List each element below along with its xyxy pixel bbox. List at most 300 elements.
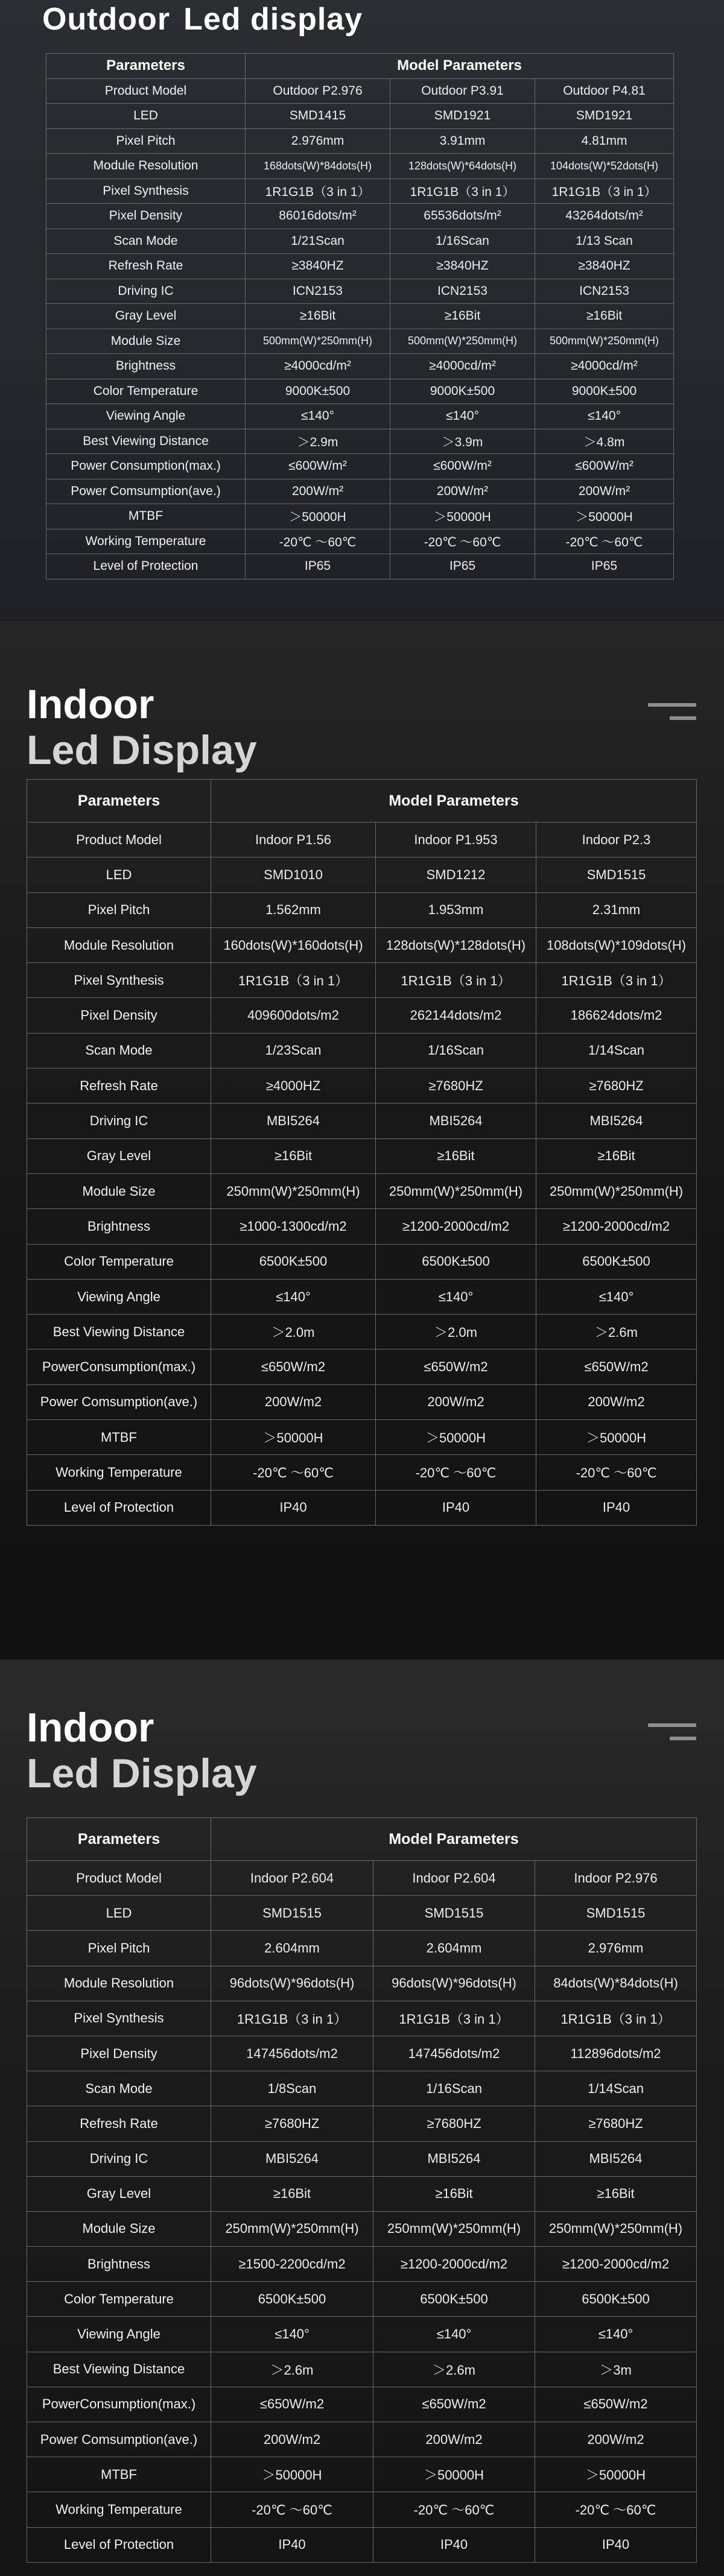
- param-label: Pixel Density: [27, 2036, 211, 2071]
- table-row: [46, 404, 674, 429]
- param-label: MTBF: [27, 2457, 211, 2492]
- table-row: [46, 254, 674, 279]
- param-value: ≤140°: [211, 1279, 376, 1314]
- param-value: ≥7680HZ: [373, 2106, 535, 2141]
- param-value: 200W/m2: [211, 2422, 373, 2457]
- param-label: Color Temperature: [46, 379, 246, 404]
- param-value: Indoor P2.976: [535, 1861, 697, 1896]
- param-value: ≥4000cd/m²: [535, 354, 674, 379]
- param-value: -20℃ ～60℃: [376, 1455, 536, 1490]
- param-label: Brightness: [27, 1209, 211, 1244]
- table-row: [46, 504, 674, 529]
- param-value: ≤140°: [390, 404, 535, 429]
- param-value: 1.953mm: [376, 892, 536, 927]
- param-value: 6500K±500: [373, 2282, 535, 2317]
- param-value: SMD1515: [535, 1896, 697, 1931]
- param-value: 84dots(W)*84dots(H): [535, 1966, 697, 2001]
- param-value: ≥3840HZ: [246, 254, 390, 279]
- param-value: Indoor P2.3: [536, 822, 697, 857]
- param-value: ≥4000cd/m²: [390, 354, 535, 379]
- header-parameters: Parameters: [27, 780, 211, 822]
- table-row: [27, 2141, 697, 2176]
- param-label: Power Comsumption(ave.): [46, 479, 246, 504]
- table-row: [46, 154, 674, 179]
- param-value: 9000K±500: [246, 379, 390, 404]
- param-value: 1/16Scan: [373, 2071, 535, 2106]
- param-value: 9000K±500: [535, 379, 674, 404]
- param-value: ≥7680HZ: [211, 2106, 373, 2141]
- param-label: Best Viewing Distance: [27, 2352, 211, 2387]
- param-value: Indoor P2.604: [373, 1861, 535, 1896]
- param-value: 4.81mm: [535, 128, 674, 154]
- param-label: PowerConsumption(max.): [27, 2387, 211, 2422]
- param-value: 128dots(W)*128dots(H): [376, 927, 536, 962]
- table-row: [27, 2071, 697, 2106]
- title-word-a: Outdoor: [42, 2, 171, 37]
- table-row: [46, 104, 674, 129]
- param-value: 3.91mm: [390, 128, 535, 154]
- param-value: ≥7680HZ: [536, 1069, 697, 1103]
- param-value: 1R1G1B（3 in 1）: [246, 178, 390, 204]
- param-value: ≥16Bit: [373, 2176, 535, 2211]
- param-value: 2.976mm: [246, 128, 390, 154]
- table-header-row: [46, 54, 674, 79]
- param-value: ICN2153: [390, 279, 535, 304]
- param-label: Refresh Rate: [46, 254, 246, 279]
- param-value: ≤650W/m2: [373, 2387, 535, 2422]
- param-value: -20℃ ～60℃: [373, 2492, 535, 2527]
- param-value: ＞50000H: [373, 2457, 535, 2492]
- param-value: ≤140°: [535, 2317, 697, 2352]
- param-value: 250mm(W)*250mm(H): [536, 1173, 697, 1208]
- param-label: Color Temperature: [27, 2282, 211, 2317]
- param-value: ≤140°: [535, 404, 674, 429]
- param-value: Outdoor P4.81: [535, 78, 674, 104]
- param-value: 6500K±500: [376, 1244, 536, 1279]
- param-value: ≥4000cd/m²: [246, 354, 390, 379]
- param-value: 108dots(W)*109dots(H): [536, 927, 697, 962]
- table-header-row: [27, 1818, 697, 1861]
- param-value: ＞50000H: [535, 504, 674, 529]
- header-parameters: Parameters: [46, 54, 246, 79]
- param-value: 2.604mm: [211, 1931, 373, 1966]
- param-value: 200W/m2: [373, 2422, 535, 2457]
- param-value: 1/8Scan: [211, 2071, 373, 2106]
- param-value: ≤140°: [376, 1279, 536, 1314]
- param-value: Outdoor P2.976: [246, 78, 390, 104]
- table-row: [27, 892, 697, 927]
- param-value: ≤600W/m²: [390, 454, 535, 479]
- table-row: [27, 1033, 697, 1068]
- param-value: ＞50000H: [246, 504, 390, 529]
- param-value: 6500K±500: [211, 1244, 376, 1279]
- param-value: SMD1515: [211, 1896, 373, 1931]
- title-line-2: Led Display: [27, 1750, 257, 1797]
- param-label: Module Size: [27, 1173, 211, 1208]
- param-label: Pixel Pitch: [27, 1931, 211, 1966]
- param-value: 9000K±500: [390, 379, 535, 404]
- indoor-title-1: [27, 681, 257, 773]
- param-value: 1/23Scan: [211, 1033, 376, 1068]
- param-value: -20℃ ～60℃: [211, 2492, 373, 2527]
- table-row: [46, 479, 674, 504]
- param-value: ＞2.9m: [246, 429, 390, 454]
- param-value: 1R1G1B（3 in 1）: [211, 2001, 373, 2036]
- param-value: -20℃ ～60℃: [536, 1455, 697, 1490]
- table-row: [27, 963, 697, 998]
- param-value: ＞2.0m: [211, 1315, 376, 1350]
- param-value: 500mm(W)*250mm(H): [246, 329, 390, 354]
- param-value: ≤140°: [246, 404, 390, 429]
- param-value: IP65: [390, 554, 535, 579]
- param-label: Level of Protection: [46, 554, 246, 579]
- header-model-parameters: Model Parameters: [246, 54, 674, 79]
- table-row: [27, 1103, 697, 1138]
- param-value: 250mm(W)*250mm(H): [211, 2211, 373, 2246]
- param-value: 1.562mm: [211, 892, 376, 927]
- outdoor-title: [42, 1, 363, 37]
- param-value: 500mm(W)*250mm(H): [535, 329, 674, 354]
- table-row: [27, 1315, 697, 1350]
- param-value: 200W/m²: [390, 479, 535, 504]
- param-label: Module Resolution: [27, 1966, 211, 2001]
- table-row: [27, 2387, 697, 2422]
- param-value: ≥16Bit: [535, 2176, 697, 2211]
- param-value: -20℃ ～60℃: [535, 529, 674, 554]
- param-value: ≥7680HZ: [535, 2106, 697, 2141]
- param-value: IP40: [211, 2527, 373, 2562]
- param-value: IP40: [376, 1490, 536, 1525]
- indoor-section-1: [0, 621, 724, 1659]
- param-value: 2.31mm: [536, 892, 697, 927]
- param-value: 1/16Scan: [390, 229, 535, 254]
- param-label: Best Viewing Distance: [27, 1315, 211, 1350]
- param-label: Module Size: [27, 2211, 211, 2246]
- table-row: [27, 2247, 697, 2282]
- param-value: 168dots(W)*84dots(H): [246, 154, 390, 179]
- param-value: ＞2.6m: [373, 2352, 535, 2387]
- table-row: [46, 128, 674, 154]
- param-value: 6500K±500: [535, 2282, 697, 2317]
- param-value: 86016dots/m²: [246, 204, 390, 229]
- param-value: 112896dots/m2: [535, 2036, 697, 2071]
- param-value: 6500K±500: [211, 2282, 373, 2317]
- param-value: 409600dots/m2: [211, 998, 376, 1033]
- param-label: Module Resolution: [27, 927, 211, 962]
- table-row: [27, 822, 697, 857]
- title-line-1: Indoor: [27, 681, 154, 727]
- table-row: [27, 1138, 697, 1173]
- table-row: [46, 329, 674, 354]
- param-label: LED: [46, 104, 246, 129]
- menu-lines-icon: [648, 1723, 696, 1750]
- table-row: [46, 304, 674, 329]
- table-row: [27, 1384, 697, 1419]
- param-value: 104dots(W)*52dots(H): [535, 154, 674, 179]
- table-row: [27, 2211, 697, 2246]
- table-row: [27, 2457, 697, 2492]
- param-value: 1R1G1B（3 in 1）: [536, 963, 697, 998]
- table-row: [46, 379, 674, 404]
- param-value: MBI5264: [536, 1103, 697, 1138]
- param-label: Viewing Angle: [27, 2317, 211, 2352]
- param-label: Pixel Density: [46, 204, 246, 229]
- param-value: 43264dots/m²: [535, 204, 674, 229]
- param-value: ＞3.9m: [390, 429, 535, 454]
- param-label: Working Temperature: [27, 1455, 211, 1490]
- param-value: 1R1G1B（3 in 1）: [211, 963, 376, 998]
- param-value: -20℃ ～60℃: [390, 529, 535, 554]
- param-value: ≥3840HZ: [390, 254, 535, 279]
- table-row: [46, 204, 674, 229]
- table-row: [46, 178, 674, 204]
- param-value: ≥7680HZ: [376, 1069, 536, 1103]
- param-value: MBI5264: [373, 2141, 535, 2176]
- table-row: [46, 429, 674, 454]
- param-value: ≥16Bit: [211, 2176, 373, 2211]
- param-value: ≥1500-2200cd/m2: [211, 2247, 373, 2282]
- param-value: 1R1G1B（3 in 1）: [376, 963, 536, 998]
- param-label: Scan Mode: [27, 1033, 211, 1068]
- param-value: MBI5264: [535, 2141, 697, 2176]
- table-row: [27, 1244, 697, 1279]
- param-value: SMD1921: [390, 104, 535, 129]
- param-value: ≤600W/m²: [246, 454, 390, 479]
- param-value: ≥16Bit: [536, 1138, 697, 1173]
- table-row: [27, 2001, 697, 2036]
- param-label: LED: [27, 1896, 211, 1931]
- indoor-spec-table-2: [27, 1817, 697, 2563]
- param-label: Module Resolution: [46, 154, 246, 179]
- param-value: ＞4.8m: [535, 429, 674, 454]
- param-label: Pixel Synthesis: [27, 963, 211, 998]
- param-value: ＞2.0m: [376, 1315, 536, 1350]
- param-value: Indoor P1.953: [376, 822, 536, 857]
- param-value: ≥16Bit: [246, 304, 390, 329]
- param-value: 1/14Scan: [535, 2071, 697, 2106]
- table-row: [27, 998, 697, 1033]
- param-value: 2.604mm: [373, 1931, 535, 1966]
- param-value: 1/13 Scan: [535, 229, 674, 254]
- param-value: 250mm(W)*250mm(H): [376, 1173, 536, 1208]
- param-value: ≥1200-2000cd/m2: [376, 1209, 536, 1244]
- param-label: Pixel Synthesis: [27, 2001, 211, 2036]
- param-label: Working Temperature: [27, 2492, 211, 2527]
- param-value: 200W/m2: [376, 1384, 536, 1419]
- param-value: -20℃ ～60℃: [211, 1455, 376, 1490]
- header-model-parameters: Model Parameters: [211, 1818, 697, 1861]
- param-label: Driving IC: [46, 279, 246, 304]
- param-label: Refresh Rate: [27, 2106, 211, 2141]
- param-value: MBI5264: [376, 1103, 536, 1138]
- param-value: SMD1921: [535, 104, 674, 129]
- param-value: ≤650W/m2: [536, 1350, 697, 1384]
- param-label: Product Model: [27, 822, 211, 857]
- param-value: ≥16Bit: [376, 1138, 536, 1173]
- param-label: Power Comsumption(ave.): [27, 1384, 211, 1419]
- table-row: [27, 1173, 697, 1208]
- param-value: ＞2.6m: [536, 1315, 697, 1350]
- param-label: MTBF: [46, 504, 246, 529]
- param-label: Power Consumption(max.): [46, 454, 246, 479]
- table-row: [27, 1069, 697, 1103]
- table-row: [27, 2422, 697, 2457]
- table-row: [27, 1931, 697, 1966]
- table-row: [27, 2176, 697, 2211]
- param-value: 200W/m2: [536, 1384, 697, 1419]
- param-value: ≤650W/m2: [211, 2387, 373, 2422]
- param-label: Viewing Angle: [27, 1279, 211, 1314]
- param-value: ICN2153: [535, 279, 674, 304]
- table-row: [46, 229, 674, 254]
- param-value: ≤140°: [211, 2317, 373, 2352]
- param-value: -20℃ ～60℃: [246, 529, 390, 554]
- param-label: Driving IC: [27, 2141, 211, 2176]
- param-value: ≤140°: [536, 1279, 697, 1314]
- param-label: Brightness: [46, 354, 246, 379]
- param-value: 1R1G1B（3 in 1）: [535, 2001, 697, 2036]
- param-value: ≥4000HZ: [211, 1069, 376, 1103]
- indoor-title-2: [27, 1705, 257, 1796]
- param-value: Indoor P2.604: [211, 1861, 373, 1896]
- param-value: 200W/m2: [535, 2422, 697, 2457]
- param-label: Pixel Pitch: [46, 128, 246, 154]
- title-word-b: Led display: [183, 2, 363, 37]
- table-row: [46, 454, 674, 479]
- param-label: Scan Mode: [27, 2071, 211, 2106]
- table-row: [27, 1861, 697, 1896]
- param-label: Gray Level: [46, 304, 246, 329]
- param-value: ≤650W/m2: [535, 2387, 697, 2422]
- table-row: [27, 1420, 697, 1455]
- param-value: 6500K±500: [536, 1244, 697, 1279]
- param-value: -20℃ ～60℃: [535, 2492, 697, 2527]
- param-value: 2.976mm: [535, 1931, 697, 1966]
- param-label: MTBF: [27, 1420, 211, 1455]
- param-value: ＞50000H: [535, 2457, 697, 2492]
- param-value: ≥16Bit: [390, 304, 535, 329]
- param-label: Scan Mode: [46, 229, 246, 254]
- indoor-spec-table-1: [27, 779, 697, 1526]
- param-label: Product Model: [27, 1861, 211, 1896]
- param-value: ≥1000-1300cd/m2: [211, 1209, 376, 1244]
- param-value: Outdoor P3.91: [390, 78, 535, 104]
- param-value: 200W/m²: [535, 479, 674, 504]
- param-value: ≥1200-2000cd/m2: [373, 2247, 535, 2282]
- outdoor-spec-table: [46, 53, 674, 579]
- param-value: 262144dots/m2: [376, 998, 536, 1033]
- param-value: 500mm(W)*250mm(H): [390, 329, 535, 354]
- title-line-2: Led Display: [27, 727, 257, 774]
- param-value: 65536dots/m²: [390, 204, 535, 229]
- param-value: ≤600W/m²: [535, 454, 674, 479]
- param-value: ＞3m: [535, 2352, 697, 2387]
- param-value: ≥1200-2000cd/m2: [535, 2247, 697, 2282]
- param-label: Viewing Angle: [46, 404, 246, 429]
- table-row: [27, 2036, 697, 2071]
- param-value: MBI5264: [211, 1103, 376, 1138]
- title-line-1: Indoor: [27, 1705, 154, 1750]
- param-label: Gray Level: [27, 2176, 211, 2211]
- param-value: ≤650W/m2: [376, 1350, 536, 1384]
- param-value: SMD1515: [536, 857, 697, 892]
- param-value: IP40: [535, 2527, 697, 2562]
- table-row: [27, 857, 697, 892]
- param-value: ＞50000H: [211, 1420, 376, 1455]
- table-row: [27, 2317, 697, 2352]
- param-value: ＞50000H: [390, 504, 535, 529]
- table-row: [27, 1279, 697, 1314]
- menu-lines-icon: [648, 703, 696, 730]
- param-value: ≥3840HZ: [535, 254, 674, 279]
- param-value: 250mm(W)*250mm(H): [373, 2211, 535, 2246]
- table-row: [27, 1350, 697, 1384]
- param-value: ＞50000H: [536, 1420, 697, 1455]
- param-label: Module Size: [46, 329, 246, 354]
- param-value: 147456dots/m2: [211, 2036, 373, 2071]
- param-value: IP40: [211, 1490, 376, 1525]
- param-value: 1/16Scan: [376, 1033, 536, 1068]
- param-label: LED: [27, 857, 211, 892]
- param-value: 96dots(W)*96dots(H): [373, 1966, 535, 2001]
- param-label: Driving IC: [27, 1103, 211, 1138]
- param-value: ≥16Bit: [535, 304, 674, 329]
- param-label: Pixel Density: [27, 998, 211, 1033]
- param-label: Working Temperature: [46, 529, 246, 554]
- table-row: [27, 1455, 697, 1490]
- param-label: Product Model: [46, 78, 246, 104]
- param-value: 1/21Scan: [246, 229, 390, 254]
- param-value: ≤650W/m2: [211, 1350, 376, 1384]
- table-row: [27, 2106, 697, 2141]
- outdoor-section: [0, 0, 724, 621]
- param-value: 128dots(W)*64dots(H): [390, 154, 535, 179]
- table-row: [46, 554, 674, 579]
- param-value: MBI5264: [211, 2141, 373, 2176]
- param-label: Level of Protection: [27, 2527, 211, 2562]
- param-value: IP65: [535, 554, 674, 579]
- param-value: 1R1G1B（3 in 1）: [535, 178, 674, 204]
- param-label: Pixel Pitch: [27, 892, 211, 927]
- param-value: 96dots(W)*96dots(H): [211, 1966, 373, 2001]
- param-label: Color Temperature: [27, 1244, 211, 1279]
- param-value: ≤140°: [373, 2317, 535, 2352]
- table-row: [27, 1896, 697, 1931]
- param-value: ≥1200-2000cd/m2: [536, 1209, 697, 1244]
- param-label: Level of Protection: [27, 1490, 211, 1525]
- table-row: [27, 2527, 697, 2562]
- table-row: [27, 927, 697, 962]
- param-label: Brightness: [27, 2247, 211, 2282]
- param-value: IP40: [536, 1490, 697, 1525]
- param-value: SMD1010: [211, 857, 376, 892]
- param-label: Gray Level: [27, 1138, 211, 1173]
- table-header-row: [27, 780, 697, 822]
- table-row: [46, 529, 674, 554]
- param-value: ＞2.6m: [211, 2352, 373, 2387]
- table-row: [27, 2492, 697, 2527]
- param-value: 160dots(W)*160dots(H): [211, 927, 376, 962]
- param-value: 250mm(W)*250mm(H): [211, 1173, 376, 1208]
- table-row: [46, 354, 674, 379]
- param-value: SMD1415: [246, 104, 390, 129]
- param-value: ≥16Bit: [211, 1138, 376, 1173]
- param-value: 200W/m2: [211, 1384, 376, 1419]
- param-value: ＞50000H: [376, 1420, 536, 1455]
- param-value: SMD1515: [373, 1896, 535, 1931]
- table-row: [27, 2282, 697, 2317]
- param-label: Pixel Synthesis: [46, 178, 246, 204]
